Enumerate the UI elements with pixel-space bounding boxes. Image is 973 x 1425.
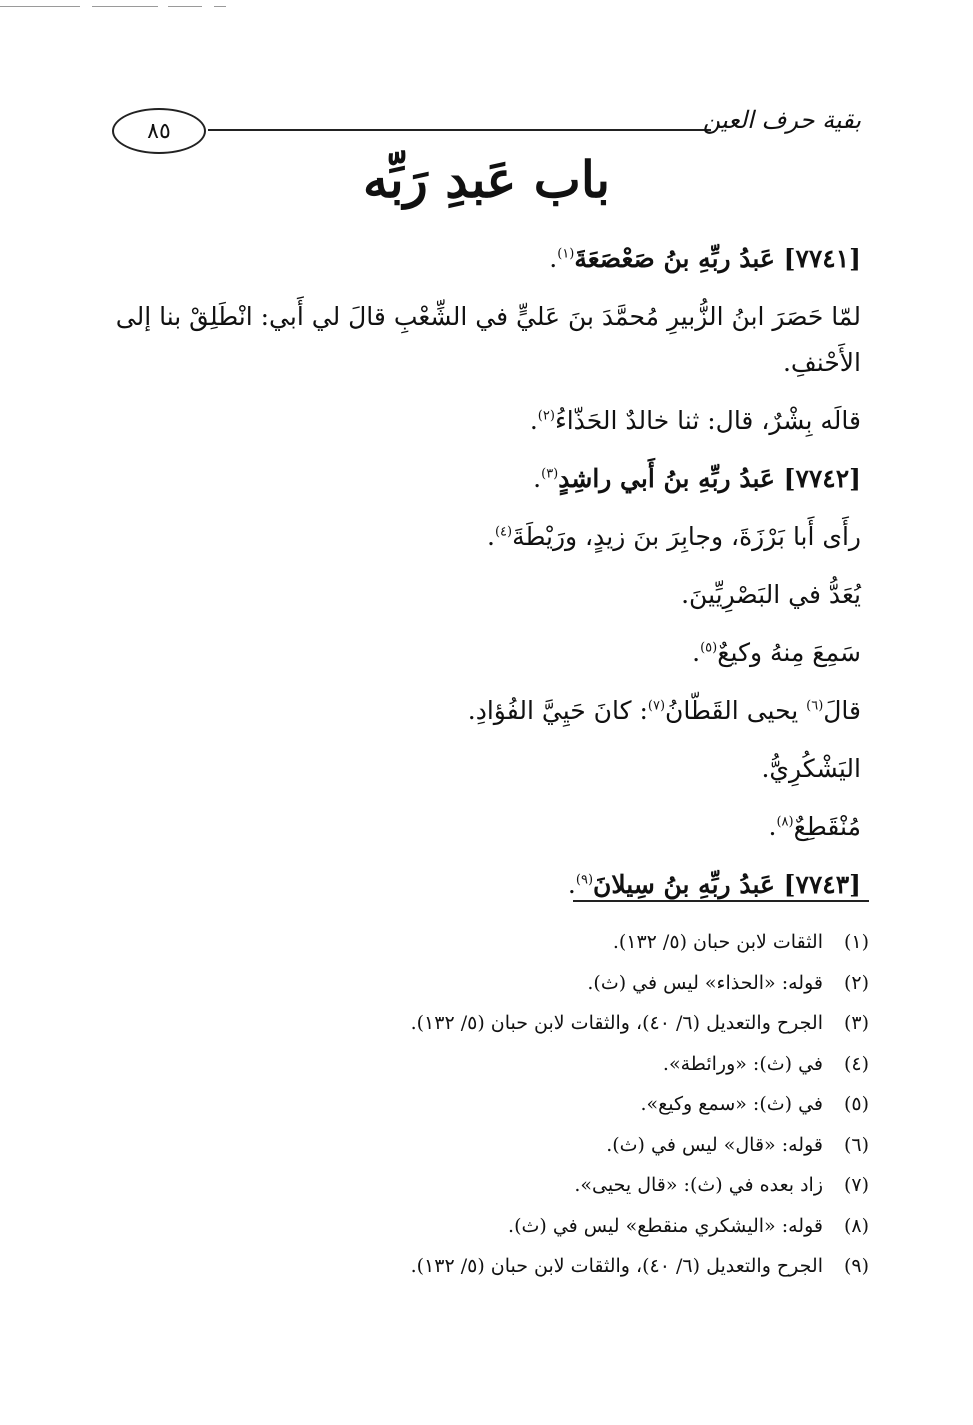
footnote-text: في (ث): «ورائطة». <box>662 1052 823 1075</box>
footnote-number: (٣) <box>843 1012 869 1034</box>
body-line-end: . <box>692 638 701 667</box>
body-line <box>112 294 861 386</box>
chapter-title: باب عَبدِ رَبِّه <box>362 150 611 209</box>
footnote-text: في (ث): «سمع وكيع». <box>640 1093 823 1115</box>
body-line-text: قالَه بِشْرٌ، قال: ثنا خالدٌ الحَذّاءُ <box>554 406 861 435</box>
entry-head-end: . <box>533 464 542 493</box>
footnote-text: الثقات لابن حبان (٥/ ١٣٢). <box>612 931 823 953</box>
footnote-ref: (٤) <box>494 524 513 540</box>
footnote-text: قوله: «قال» ليس في (ث). <box>606 1133 823 1156</box>
body-text <box>112 236 861 920</box>
footnote-number: (٧) <box>843 1174 869 1196</box>
body-line <box>112 804 861 850</box>
body-line <box>112 746 861 792</box>
footnote-number: (١) <box>843 931 869 953</box>
body-line <box>112 514 861 560</box>
footnote-ref: (٨) <box>776 814 794 830</box>
footnote <box>112 1206 869 1247</box>
footnote-ref: (٣) <box>541 466 559 482</box>
footnote-number: (٢) <box>843 971 869 994</box>
scan-marks <box>0 6 260 8</box>
body-line-text: رأَى أَبا بَرْزَةَ، وجابِرَ بنَ زيدٍ، ورَيْطَةَ <box>512 522 861 551</box>
entry-head-text: [٧٧٤٣] عَبدُ ربِّهِ بنُ سِيلانَ <box>593 870 861 899</box>
entry-head-text: [٧٧٤١] عَبدُ ربِّهِ بنُ صَعْصَعَةَ <box>574 244 861 273</box>
body-line-end: . <box>487 522 495 551</box>
footnote-ref: (٢) <box>537 408 555 424</box>
footnote-separator <box>573 900 869 902</box>
entry-head-end: . <box>549 244 558 273</box>
footnote <box>112 1165 869 1206</box>
body-line-text: لمّا حَصَرَ ابنُ الزُّبيرِ مُحمَّدَ بنَ عَليٍّ في الشِّعْبِ قالَ لي أَبي: انْطَلِقْ بنا إلى الأَحْنفِ. <box>115 302 861 377</box>
body-line-end: . <box>529 406 538 435</box>
body-line <box>112 630 861 676</box>
footnote <box>112 922 869 963</box>
page-number: ٨٥ <box>112 108 206 154</box>
footnote-text: قوله: «الحذاء» ليس في (ث). <box>587 971 823 994</box>
body-line-text: يُعَدُّ في البَصْرِيِّينَ. <box>681 580 861 609</box>
footnote-number: (٩) <box>843 1255 869 1277</box>
footnote-text: قوله: «اليشكري منقطع» ليس في (ث). <box>508 1214 823 1237</box>
body-line-text: اليَشْكُرِيُّ. <box>761 754 861 783</box>
entry-heading <box>112 456 861 502</box>
footnote <box>112 1084 869 1125</box>
footnote-ref: (٩) <box>575 872 594 888</box>
footnotes <box>112 922 869 1287</box>
footnote-text: الجرح والتعديل (٦/ ٤٠)، والثقات لابن حبان (٥/ ١٣٢). <box>410 1255 823 1277</box>
entry-head-text: [٧٧٤٢] عَبدُ ربِّهِ بنُ أَبي راشِدٍ <box>558 464 861 493</box>
footnote-text: الجرح والتعديل (٦/ ٤٠)، والثقات لابن حبان (٥/ ١٣٢). <box>410 1012 823 1034</box>
footnote-ref: (٧) <box>647 698 666 714</box>
footnote <box>112 963 869 1004</box>
body-line <box>112 398 861 444</box>
footnote-number: (٨) <box>843 1214 869 1237</box>
footnote-number: (٦) <box>843 1133 869 1156</box>
footnote-text: زاد بعده في (ث): «قال يحيى». <box>574 1174 823 1196</box>
running-title: بقية حرف العين <box>702 106 861 134</box>
footnote <box>112 1246 869 1287</box>
entry-head-end: . <box>567 870 576 899</box>
footnote-ref: (٦) <box>806 698 824 714</box>
footnote-ref: (٥) <box>700 640 718 656</box>
body-line-text: قالَ <box>823 696 861 725</box>
footnote-number: (٤) <box>843 1052 869 1075</box>
body-line <box>112 688 861 734</box>
body-line <box>112 572 861 618</box>
body-line-end: : كانَ حَيِيَّ الفُؤادِ. <box>467 696 648 725</box>
entry-heading <box>112 236 861 282</box>
body-line-text-2: يحيى القَطّانُ <box>665 696 807 725</box>
body-line-text: سَمِعَ مِنهُ وكيعٌ <box>717 638 861 667</box>
header-rule <box>208 129 711 131</box>
footnote <box>112 1044 869 1085</box>
footnote-ref: (١) <box>557 246 575 262</box>
footnote <box>112 1003 869 1044</box>
body-line-end: . <box>768 812 777 841</box>
body-line-text: مُنْقَطِعٌ <box>793 812 861 841</box>
footnote-number: (٥) <box>843 1093 869 1115</box>
footnote <box>112 1125 869 1166</box>
